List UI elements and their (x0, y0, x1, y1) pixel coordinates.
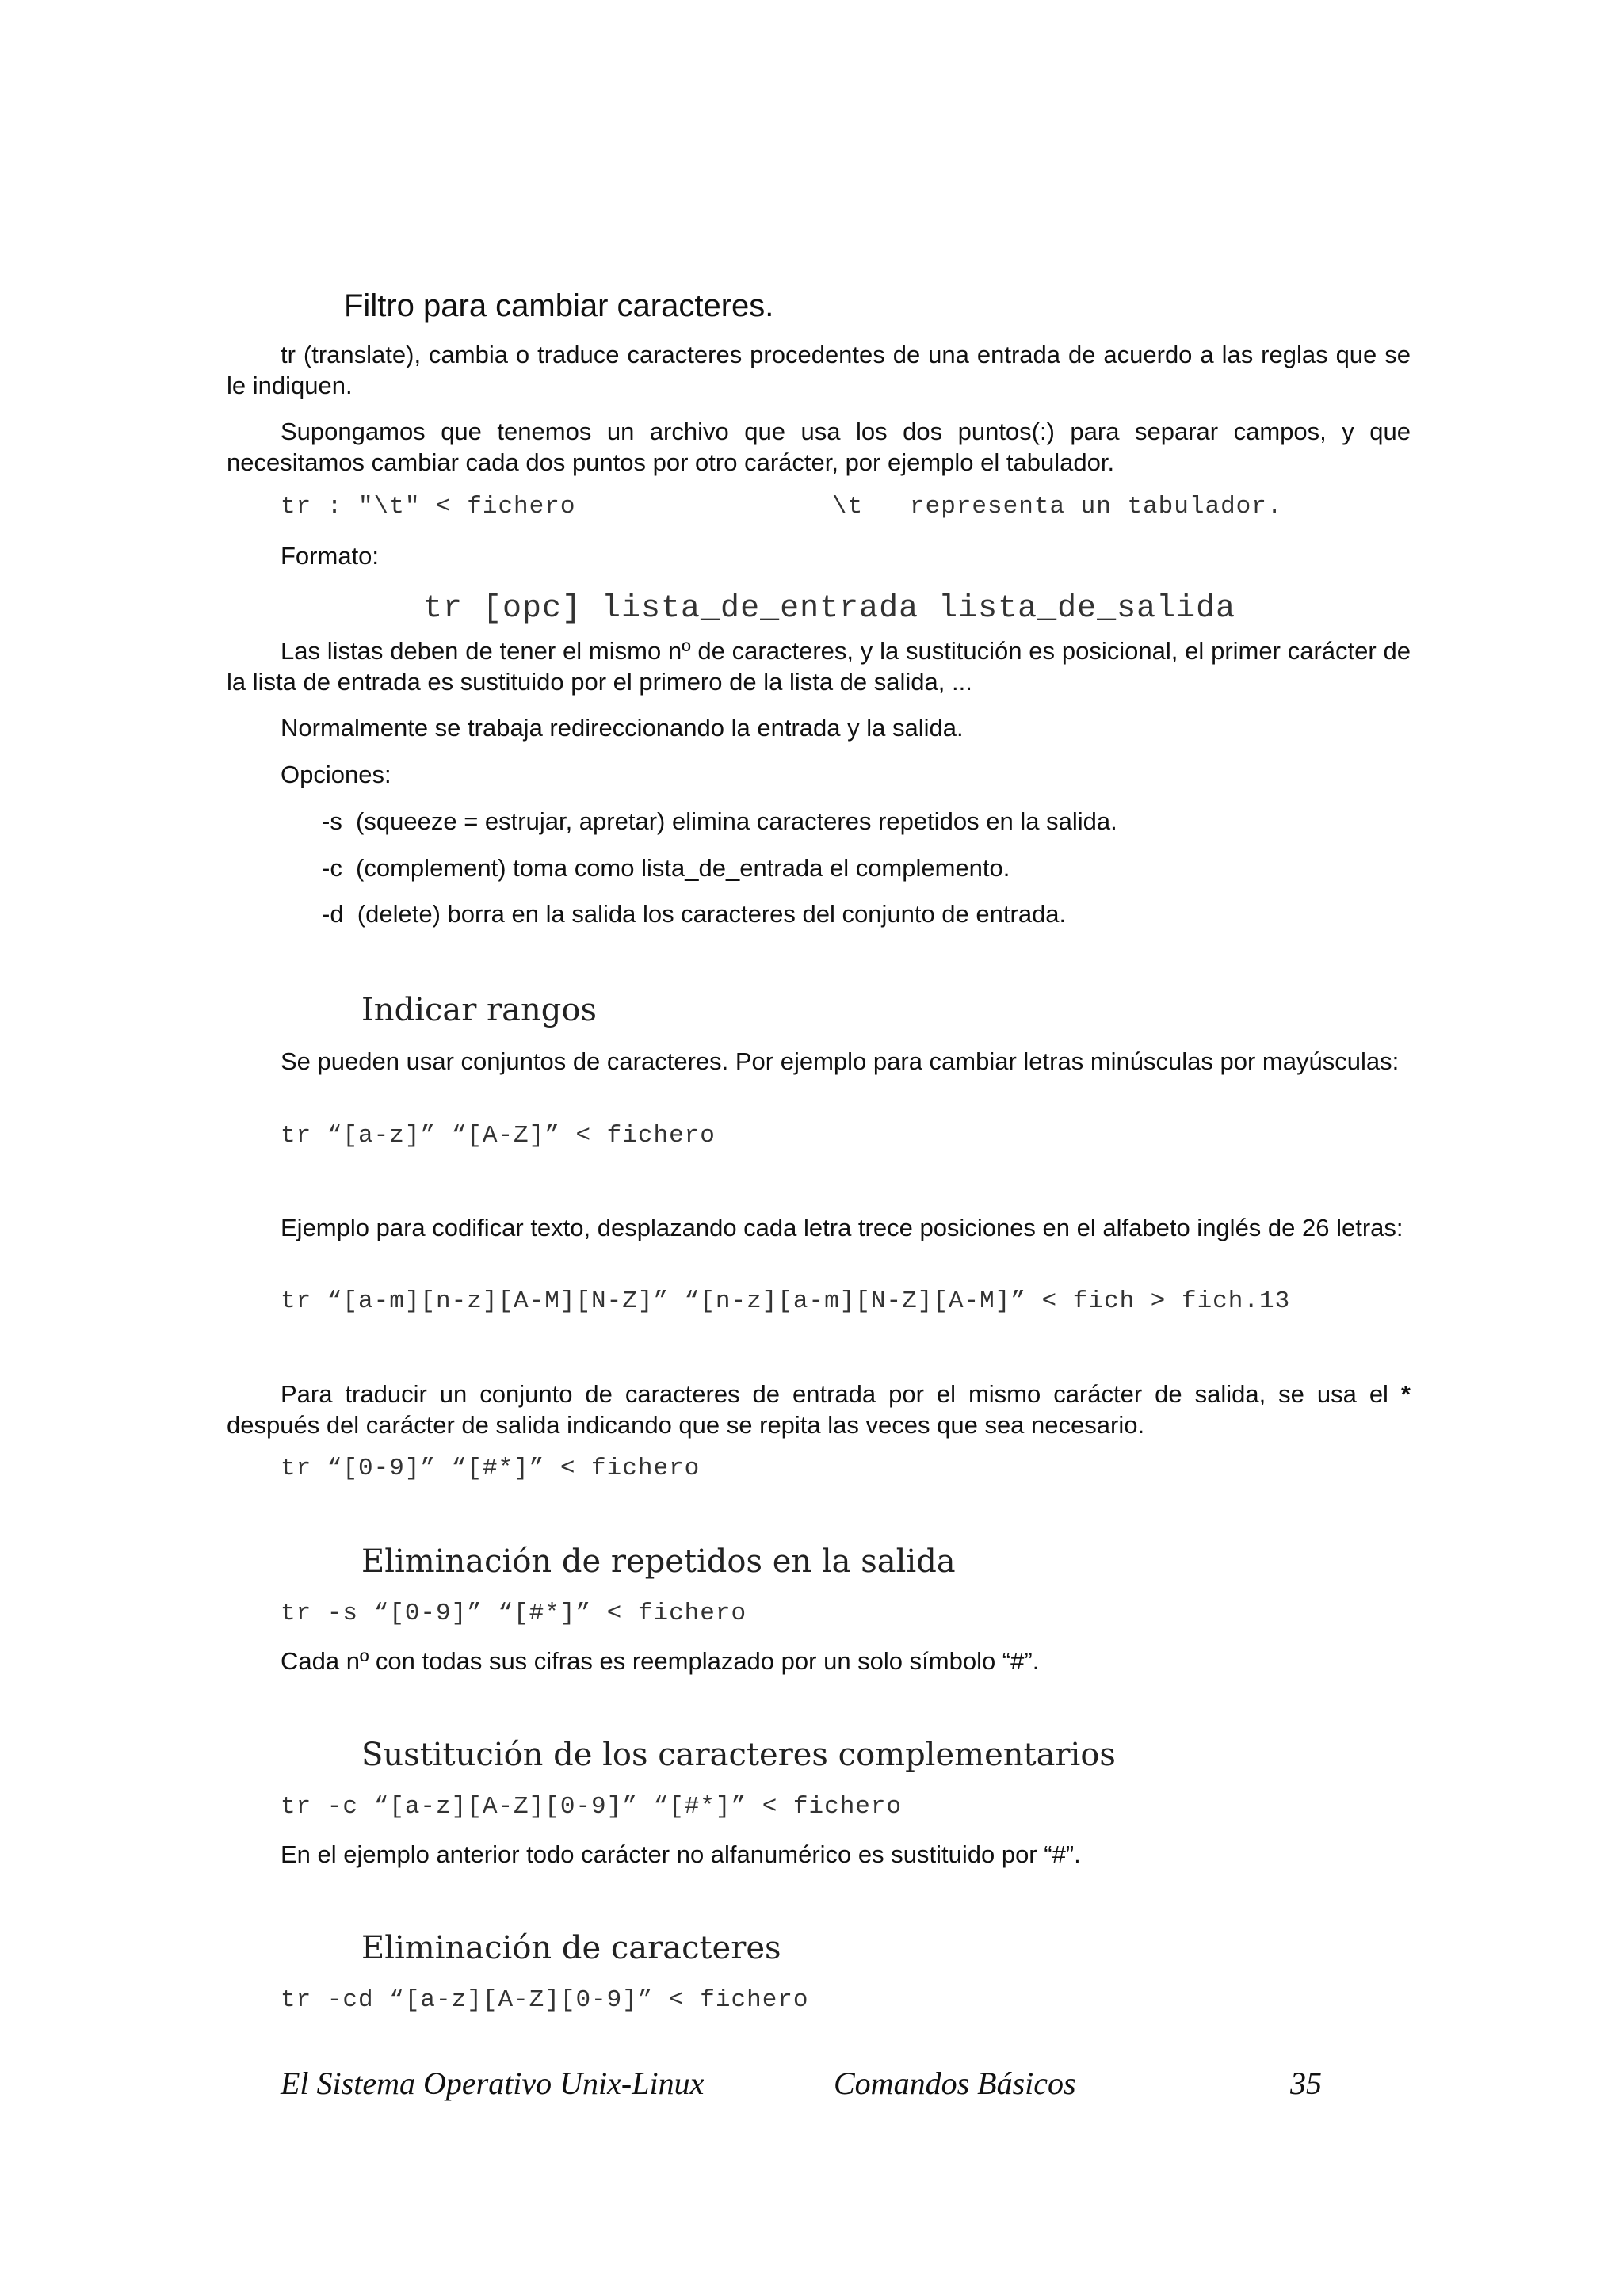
heading-indicar-rangos: Indicar rangos (361, 992, 597, 1028)
paragraph-text: tr (translate), cambia o traduce caracteres procedentes de una entrada de acuerdo a las reglas que se le indiquen. (227, 341, 1411, 399)
opciones-label: Opciones: (281, 761, 391, 788)
paragraph-intro-2 (227, 416, 1411, 478)
paragraph-repetidos: Cada nº con todas sus cifras es reemplazado por un solo símbolo “#”. (281, 1647, 1040, 1675)
code-example: tr -cd “[a-z][A-Z][0-9]” < fichero (281, 1986, 809, 2014)
footer-page-number: 35 (1290, 2065, 1322, 2101)
code-example: tr “[a-z]” “[A-Z]” < fichero (281, 1122, 716, 1150)
footer-chapter: Comandos Básicos (834, 2065, 1076, 2101)
paragraph-complementarios: En el ejemplo anterior todo carácter no alfanumérico es sustituido por “#”. (281, 1840, 1081, 1868)
code-example: tr “[0-9]” “[#*]” < fichero (281, 1455, 701, 1482)
paragraph-intro-1 (227, 339, 1411, 401)
option-item: -s (squeeze = estrujar, apretar) elimina caracteres repetidos en la salida. (322, 807, 1117, 835)
paragraph-text: Se pueden usar conjuntos de caracteres. Por ejemplo para cambiar letras minúsculas por mayúsculas: (281, 1047, 1400, 1075)
code-example: tr -c “[a-z][A-Z][0-9]” “[#*]” < fichero (281, 1793, 903, 1821)
syntax-line: tr [opc] lista_de_entrada lista_de_salida (423, 591, 1236, 627)
paragraph-rangos-2 (227, 1212, 1411, 1243)
heading-sustitucion-complementarios: Sustitución de los caracteres complementarios (361, 1737, 1116, 1773)
code-note: \t representa un tabulador. (832, 493, 1283, 521)
code-example: tr “[a-m][n-z][A-M][N-Z]” “[n-z][a-m][N-Z][A-M]” < fich > fich.13 (281, 1287, 1291, 1315)
paragraph-text (227, 1379, 1411, 1440)
formato-label: Formato: (281, 542, 380, 570)
paragraph-normalmente: Normalmente se trabaja redireccionando la entrada y la salida. (281, 714, 964, 742)
section-title: Filtro para cambiar caracteres. (344, 288, 774, 323)
code-example: tr -s “[0-9]” “[#*]” < fichero (281, 1600, 747, 1627)
paragraph-text: Supongamos que tenemos un archivo que usa los dos puntos(:) para separar campos, y que necesitamos cambiar cada dos puntos por otro carácter, por ejemplo el tabulador. (227, 418, 1411, 476)
option-item: -d (delete) borra en la salida los caracteres del conjunto de entrada. (322, 900, 1067, 928)
heading-eliminacion-caracteres: Eliminación de caracteres (361, 1930, 781, 1966)
paragraph-listas (227, 635, 1411, 697)
text-run: después del carácter de salida indicando que se repita las veces que sea necesario. (227, 1411, 1145, 1439)
paragraph-rangos-3 (227, 1379, 1411, 1440)
code-example: tr : "\t" < fichero (281, 493, 576, 521)
paragraph-text: Ejemplo para codificar texto, desplazando cada letra trece posiciones en el alfabeto inglés de 26 letras: (281, 1214, 1403, 1241)
paragraph-text: Las listas deben de tener el mismo nº de caracteres, y la sustitución es posicional, el primer carácter de la lista de entrada es sustituido por el primero de la lista de salida, ... (227, 637, 1411, 696)
asterisk-symbol: * (1400, 1380, 1411, 1408)
heading-eliminacion-repetidos: Eliminación de repetidos en la salida (361, 1543, 956, 1580)
option-item: -c (complement) toma como lista_de_entrada el complemento. (322, 854, 1010, 882)
paragraph-rangos-1 (227, 1046, 1411, 1077)
footer-book-title: El Sistema Operativo Unix-Linux (281, 2065, 705, 2101)
text-run: Para traducir un conjunto de caracteres de entrada por el mismo carácter de salida, se usa el (281, 1380, 1401, 1408)
